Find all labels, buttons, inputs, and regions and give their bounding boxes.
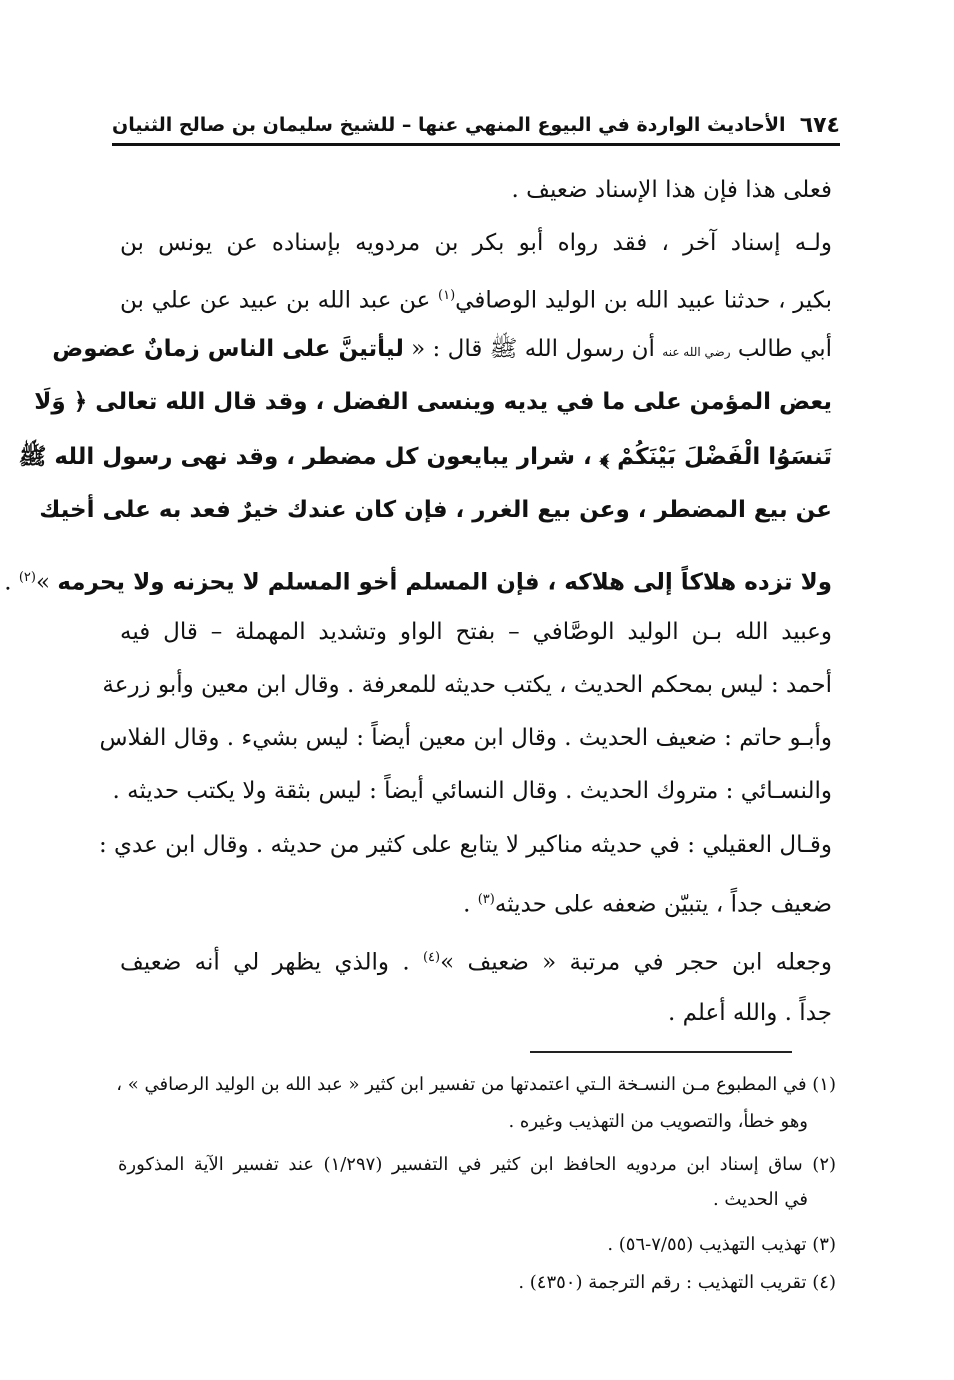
footnote-1: (١) في المطبوع مـن النسـخة الـتي اعتمدتها من تفسير ابن كثير « عبد الله بن الوليد الرصافي » ، <box>116 1074 836 1095</box>
body-line: أحمد : ليس بمحكم الحديث ، يكتب حديثه للمعرفة . وقال ابن معين وأبو زرعة <box>102 672 832 698</box>
honorific: رضي الله عنه <box>662 345 731 359</box>
page-number: ٦٧٤ <box>799 112 840 138</box>
body-line-bold: تَنسَوُا الْفَضْلَ بَيْنَكُمْ ﴾ ، شرار يبايعون كل مضطر ، وقد نهى رسول الله ﷺ <box>18 444 832 470</box>
body-line: والنسـائي : متروك الحديث . وقال النسائي أيضاً : ليس بثقة ولا يكتب حديثه . <box>112 778 832 804</box>
running-title: الأحاديث الواردة في البيوع المنهي عنها – للشيخ سليمان بن صالح الثنيان <box>112 114 786 136</box>
body-line: ضعيف جداً ، يتبيّن ضعفه على حديثه$^{(٣)}$ . <box>463 891 832 918</box>
footnote-ref: (٣) <box>477 892 495 907</box>
footnote-separator <box>530 1051 792 1053</box>
body-line: ولـه إسناد آخر ، فقد رواه أبو بكر بن مردويه بإسناده عن يونس بن <box>120 230 832 256</box>
body-line: وأبـو حاتم : ضعيف الحديث . وقال ابن معين أيضاً : ليس بشيء . وقال الفلاس <box>99 725 832 751</box>
footnote-1-cont: وهو خطأ، والتصويب من التهذيب وغيره . <box>508 1111 808 1132</box>
body-line: وعبيد الله بـن الوليد الوصَّافي – بفتح الواو وتشديد المهملة – قال فيه <box>120 619 832 645</box>
footnote-2-cont: في الحديث . <box>712 1189 808 1210</box>
body-line: وجعله ابن حجر في مرتبة « ضعيف »$^{(٤)}$ . والذي يظهر لي أنه ضعيف <box>120 949 832 976</box>
body-line: فعلى هذا فإن هذا الإسناد ضعيف . <box>511 177 832 203</box>
footnote-ref: (١) <box>438 288 456 303</box>
footnote-ref: (٢) <box>18 570 36 585</box>
footnote-4: (٤) تقريب التهذيب : رقم الترجمة (٤٣٥٠) . <box>518 1272 836 1293</box>
body-line: بكير ، حدثنا عبيد الله بن الوليد الوصافي$^{(١)}$ عن عبد الله بن عبيد عن علي بن <box>120 287 832 314</box>
body-line-bold: يعض المؤمن على ما في يديه وينسى الفضل ، وقد قال الله تعالى ﴿ وَلَا <box>34 389 832 415</box>
body-line: جداً . والله أعلم . <box>667 1000 832 1026</box>
footnote-2: (٢) ساق إسناد ابن مردويه الحافظ ابن كثير في التفسير (١/٢٩٧) عند تفسير الآية المذكورة <box>118 1154 837 1175</box>
footnote-3: (٣) تهذيب التهذيب (٧/٥٥-٥٦) . <box>607 1234 836 1255</box>
body-line-bold: ولا تزده هلاكاً إلى هلاكه ، فإن المسلم أخو المسلم لا يحزنه ولا يحرمه »$^{(٢)}$ . <box>4 569 832 596</box>
body-line: أبي طالب رضي الله عنه أن رسول الله ﷺ قال : « ليأتينَّ على الناس زمانٌ عضوض <box>52 336 832 362</box>
body-line: وقـال العقيلي : في حديثه مناكير لا يتابع على كثير من حديثه . وقال ابن عدي : <box>98 832 832 858</box>
running-header <box>112 108 840 142</box>
header-rule <box>112 143 840 146</box>
footnote-ref: (٤) <box>422 950 441 965</box>
body-line-bold: عن بيع المضطر ، وعن بيع الغرر ، فإن كان عندك خيرٌ فعد به على أخيك <box>39 497 832 523</box>
